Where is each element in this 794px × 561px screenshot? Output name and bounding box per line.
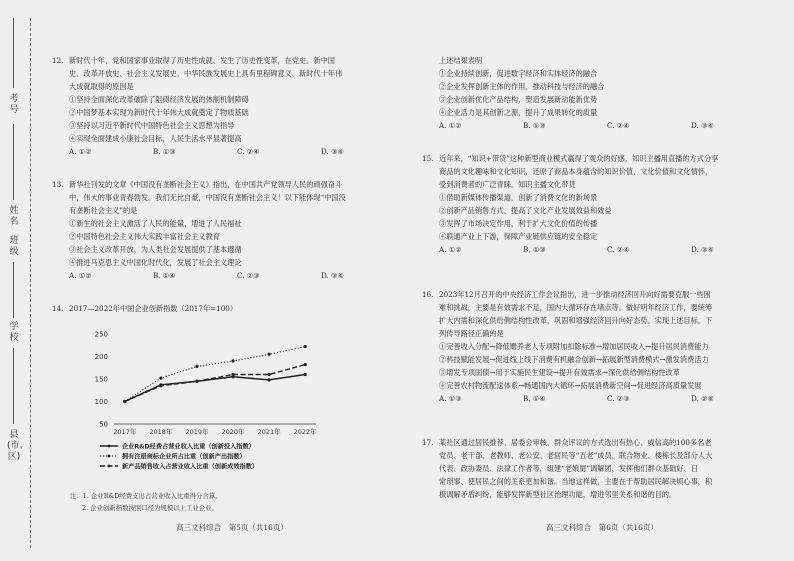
x-tick-label: 2019年 [185, 428, 209, 436]
class-label: 班级 [9, 236, 19, 257]
question-stem-line: 近年来，“知识+带货”这种新型商业模式赢得了观众的好感，知识主播用直播的方式分享 [439, 154, 719, 163]
question-stem-line: 史、改革开放史、社会主义发展史、中华民族发展史上具有里程碑意义。新时代十年伟 [69, 69, 343, 78]
question-13 [52, 178, 412, 282]
x-tick-label: 2018年 [149, 428, 173, 436]
question-number: 14. [52, 304, 64, 313]
x-tick-label: 2020年 [221, 428, 245, 436]
innovation-index-chart [66, 320, 366, 490]
question-stem-line: 大成就取得的原因是 [69, 82, 134, 91]
question-number: 17. [422, 438, 434, 447]
question-stem-line: 有垄断社会主义”的是 [69, 206, 138, 215]
option-d[interactable]: D. ②④ [691, 394, 714, 403]
option-a[interactable]: A. ①② [439, 121, 462, 130]
binding-rule [13, 262, 14, 318]
left-column [52, 0, 412, 561]
question-stem-line: 常琐事、使居民之间的关系更加和谐。当地这样做，主要在于帮助居民解决烦心事，积 [439, 477, 713, 486]
binding-margin [0, 0, 42, 561]
binding-rule [13, 18, 14, 88]
statement-item: ②创新产品销售方式，提高了文化产业发展效益和效益 [439, 206, 612, 215]
question-stem-line: 某社区通过居民推荐、居委会审核、群众评议的方式选出有热心、威信高的100多名老 [439, 438, 712, 447]
chart-legend [100, 442, 258, 470]
school-label: 学校 [9, 322, 19, 343]
data-point [231, 373, 234, 376]
statement-item: ③企业创新优化产品结构，塑造发展新动能新优势 [439, 95, 598, 104]
data-point [159, 384, 162, 387]
data-point [195, 380, 198, 383]
option-b[interactable]: B. ①④ [153, 271, 176, 280]
question-stem-line: 新时代十年，党和国家事业取得了历史性成就、发生了历史性变革，在党史、新中国 [69, 56, 335, 65]
statement-item: ④实现全面建成小康社会目标，人民生活水平显著提高 [69, 134, 242, 143]
legend-label: 新产品销售收入占营业收入比重（创新成效指数） [122, 463, 259, 471]
chart-series [123, 345, 307, 403]
statement-item: ①企业持续创新，促进数字经济和实体经济的融合 [439, 69, 598, 78]
y-tick-label: 50 [99, 420, 108, 429]
option-d[interactable]: D. ③④ [321, 271, 344, 280]
binding-dashed-line [30, 18, 31, 548]
answer-options [422, 243, 782, 256]
name-label: 姓名 [9, 206, 19, 227]
question-number: 13. [52, 180, 64, 189]
data-point [268, 373, 271, 376]
option-b[interactable]: B. ①③ [523, 121, 546, 130]
data-point [195, 365, 198, 368]
question-stem-line: 2023年12月召开的中央经济工作会议指出，进一步推动经济回升向好需要克服一些困 [439, 290, 711, 299]
y-tick-label: 200 [94, 353, 108, 361]
statement-item: ②中国梦基本实现为新时代十年伟大成就奠定了物质基础 [69, 108, 249, 117]
data-point [231, 359, 234, 362]
question-stem-line: 难和挑战，主要是有效需求不足，国内大循环存在堵点等。做好明年经济工作，要统筹 [439, 303, 713, 312]
y-tick-label: 150 [94, 375, 108, 384]
legend-marker [108, 465, 111, 468]
question-stem-line: 扩大内需和深化供给侧结构性改革，巩固和增强经济回升向好态势。实现上述目标，下 [439, 316, 713, 325]
question-stem-line: 极调解矛盾纠纷，能够发挥新型社区治理功能，增进邻里关系和谐的目的。 [439, 490, 677, 499]
page-footer-right: 高三文科综合 第6页（共16页） [546, 523, 658, 532]
data-point [304, 373, 307, 376]
question-number: 16. [422, 290, 434, 299]
question-16 [422, 288, 782, 405]
question-number: 15. [422, 154, 434, 163]
statement-item: ②中国特色社会主义伟大实践丰富社会主义教育 [69, 232, 220, 241]
statement-item: ①新生的社会主义激活了人民的能量，增进了人民福祉 [69, 219, 242, 228]
question-stem-line: 党员、老干部、老教师、老公安、老居民等“五老”成员，联合物业、楼栋长及部分人大 [439, 451, 713, 460]
answer-options [52, 145, 412, 158]
question-stem-line: 商品的文化趣味和文化知识，还原了商品本身蕴含的知识价值，文化价值和文化情怀， [439, 167, 713, 176]
chart-notes [70, 490, 222, 514]
data-point [304, 363, 307, 366]
option-d[interactable]: D. ③④ [321, 147, 344, 156]
data-point [304, 345, 307, 348]
series-line-2 [125, 347, 305, 402]
legend-marker [108, 445, 111, 448]
x-tick-label: 2021年 [257, 428, 281, 436]
option-c[interactable]: C. ②③ [607, 394, 630, 403]
question-stem-line: 受到消费者的广泛青睐。知识主播文化带货 [439, 180, 576, 189]
question-stem-line: 代表、政协委员、法律工作者等，组建“老娘舅”调解团，发挥他们群众基础好、日 [439, 464, 698, 473]
question-number: 12. [52, 56, 64, 65]
question-stem-line: 新华社刊发的文章《中国没有垄断社会主义》指出，在中国共产党领导人民的顽强奋斗 [69, 180, 343, 189]
statement-item: ①坚持全面深化改革破除了阻碍经济发展的体制机制障碍 [69, 95, 249, 104]
chart-title: 2017—2022年中国企业创新指数（2017年=100） [69, 304, 238, 313]
answer-options [422, 119, 782, 132]
right-column [422, 0, 782, 561]
statement-item: ②科技赋能发展→促进线上线下消费有机融合创新→拓展新型消费模式→激发消费活力 [439, 355, 709, 364]
statement-item: ④完善农村物流配送体系→畅通国内大循环→拓展消费新空间→促进经济高质量发展 [439, 381, 702, 390]
statement-item: ③增发专项国债→用于实施民生建设→提升有效需求→深化供给侧结构性改革 [439, 368, 680, 377]
y-axis [95, 331, 108, 429]
option-a[interactable]: A. ①② [69, 271, 92, 280]
legend-label: 企业R&D经费占营业收入比重（创新投入指数） [122, 443, 255, 451]
question-15 [422, 152, 782, 256]
chart-note: 注：1. 企业R&D经费支出占营业收入比重得分合算。 [70, 492, 222, 500]
data-point [268, 378, 271, 381]
y-tick-label: 100 [94, 398, 108, 406]
answer-options [52, 269, 412, 282]
x-tick-label: 2017年 [113, 428, 137, 436]
option-c[interactable]: C. ②③ [237, 271, 260, 280]
option-c[interactable]: C. ②④ [237, 147, 260, 156]
question-lead: 上述结果表明 [439, 56, 483, 65]
page-footer-left: 高三文科综合 第5页（共16页） [176, 523, 288, 532]
option-a[interactable]: A. ①② [69, 147, 92, 156]
district-label: 县(市、区) [7, 430, 29, 462]
question-14-continued [422, 54, 782, 132]
question-14 [52, 302, 412, 315]
chart-note: 2. 企业创新指数按照口径为规模以上工业企业。 [82, 504, 218, 512]
option-d[interactable]: D. ③④ [691, 121, 714, 130]
option-c[interactable]: C. ②④ [607, 245, 630, 254]
statement-item: ③社会主义改革开放，为人类社会发展提供了基本遵循 [69, 245, 242, 254]
option-a[interactable]: A. ①② [439, 245, 462, 254]
statement-item: ④推进马克思主义中国化时代化，发展了社会主义理论 [69, 258, 242, 267]
option-c[interactable]: C. ②④ [607, 121, 630, 130]
option-b[interactable]: B. ①④ [523, 394, 546, 403]
statement-item: ①借助新媒体传播渠道，创新了消费文化的新场景 [439, 193, 598, 202]
legend-label: 拥有注册商标企业所占比重（创新产出指数） [122, 453, 246, 461]
question-stem-line: 列传导路径正确的是 [439, 329, 504, 338]
question-12 [52, 54, 412, 158]
statement-item: ②企业发挥创新主体的作用，推动科技与经济的融合 [439, 82, 605, 91]
question-stem-line: 中，伟大的事业青春勃发。我们无比自豪，中国没有垄断社会主义！以下能体现“中国没 [69, 193, 346, 202]
answer-options [422, 392, 782, 405]
option-b[interactable]: B. ①③ [153, 147, 176, 156]
option-b[interactable]: B. ①③ [523, 245, 546, 254]
x-tick-label: 2022年 [293, 428, 317, 436]
binding-rule [13, 124, 14, 200]
question-17 [422, 436, 782, 501]
series-line-3 [125, 365, 305, 402]
legend-marker [108, 455, 111, 458]
y-tick-label: 250 [94, 330, 108, 339]
statement-item: ③坚持以习近平新时代中国特色社会主义思想为指导 [69, 121, 235, 130]
statement-item: ③发挥了市场决定作用，利于扩大文化价值的传播 [439, 219, 598, 228]
binding-rule [13, 348, 14, 424]
data-point [123, 400, 126, 403]
statement-item: ①完善收入分配→降低赡养老人专项附加扣除标准→增加居民收入→提升居民消费能力 [439, 342, 709, 351]
statement-item: ④联通产业上下游，保障产业链供应链的安全稳定 [439, 232, 598, 241]
exam-no-label: 考号 [9, 94, 19, 115]
data-point [268, 353, 271, 356]
option-a[interactable]: A. ①③ [439, 394, 462, 403]
data-point [159, 377, 162, 380]
x-axis [113, 424, 317, 436]
option-d[interactable]: D. ③④ [691, 245, 714, 254]
statement-item: ④企业活力是其创新之源，提升了成果转化的质量 [439, 108, 598, 117]
